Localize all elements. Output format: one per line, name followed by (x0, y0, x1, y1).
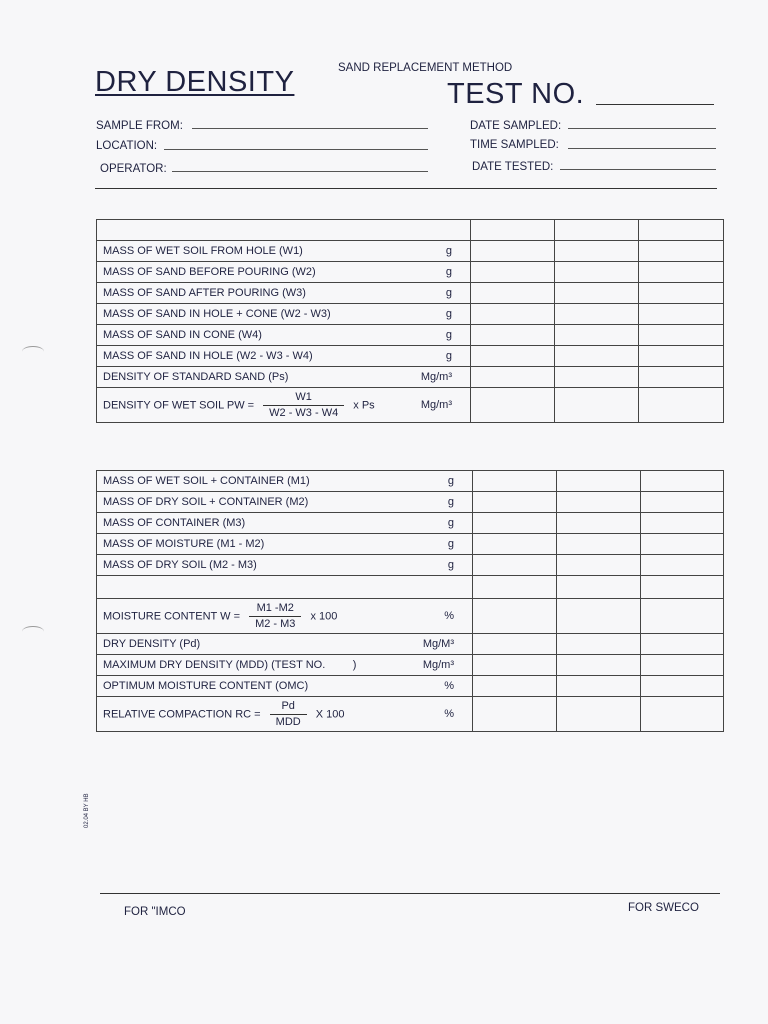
header-cell (97, 220, 471, 241)
row-unit: g (407, 283, 471, 304)
sample-from-label: SAMPLE FROM: (96, 120, 183, 132)
row-unit: Mg/m³ (407, 367, 471, 388)
value-cell[interactable] (471, 325, 555, 346)
row-label: DENSITY OF STANDARD SAND (Ps) (97, 367, 407, 388)
compaction-formula (97, 697, 407, 732)
value-cell[interactable] (473, 513, 557, 534)
value-cell[interactable] (639, 220, 724, 241)
row-unit: g (407, 346, 471, 367)
header-rule (95, 188, 717, 189)
table-row (97, 513, 724, 534)
table-row (97, 676, 724, 697)
value-cell[interactable] (555, 388, 639, 423)
table-row (97, 220, 724, 241)
value-cell[interactable] (557, 599, 641, 634)
formula-numerator: M1 -M2 (249, 601, 301, 617)
punch-hole-mark (22, 626, 44, 637)
value-cell[interactable] (557, 634, 641, 655)
table-row (97, 634, 724, 655)
signature-left-label: FOR "IMCO (124, 906, 186, 918)
value-cell[interactable] (557, 534, 641, 555)
test-no-label: TEST NO. (447, 78, 585, 110)
row-unit: g (407, 325, 471, 346)
date-tested-label: DATE TESTED: (472, 161, 554, 173)
table-row (97, 325, 724, 346)
formula-fraction (270, 699, 307, 730)
value-cell[interactable] (555, 241, 639, 262)
row-label: MASS OF SAND AFTER POURING (W3) (97, 283, 407, 304)
value-cell[interactable] (555, 262, 639, 283)
row-unit: g (407, 534, 473, 555)
moisture-formula (97, 599, 407, 634)
row-label: MASS OF WET SOIL + CONTAINER (M1) (97, 471, 407, 492)
value-cell[interactable] (641, 534, 724, 555)
value-cell[interactable] (641, 555, 724, 576)
value-cell[interactable] (473, 655, 557, 676)
formula-suffix: x Ps (353, 398, 375, 411)
value-cell[interactable] (555, 325, 639, 346)
formula-fraction (249, 601, 301, 632)
value-cell[interactable] (555, 283, 639, 304)
value-cell[interactable] (471, 304, 555, 325)
value-cell[interactable] (555, 304, 639, 325)
row-unit: g (407, 241, 471, 262)
row-label: OPTIMUM MOISTURE CONTENT (OMC) (97, 676, 407, 697)
table-row (97, 492, 724, 513)
row-label: MAXIMUM DRY DENSITY (MDD) (TEST NO. ) (97, 655, 407, 676)
row-unit: % (407, 599, 473, 634)
row-label: DRY DENSITY (Pd) (97, 634, 407, 655)
value-cell[interactable] (555, 220, 639, 241)
row-unit: % (407, 676, 473, 697)
date-tested-field[interactable] (560, 169, 716, 170)
formula-suffix: X 100 (315, 707, 345, 720)
value-cell[interactable] (557, 697, 641, 732)
value-cell[interactable] (641, 513, 724, 534)
value-cell[interactable] (641, 655, 724, 676)
value-cell[interactable] (639, 367, 724, 388)
test-no-field[interactable] (596, 104, 714, 105)
row-unit: g (407, 471, 473, 492)
value-cell[interactable] (557, 513, 641, 534)
operator-label: OPERATOR: (100, 163, 167, 175)
row-label: MASS OF SAND IN HOLE (W2 - W3 - W4) (97, 346, 407, 367)
value-cell[interactable] (639, 325, 724, 346)
signature-right-label: FOR SWECO (628, 902, 699, 914)
moisture-table (96, 470, 724, 732)
value-cell[interactable] (555, 367, 639, 388)
row-label: MASS OF WET SOIL FROM HOLE (W1) (97, 241, 407, 262)
value-cell[interactable] (473, 471, 557, 492)
sand-table (96, 219, 724, 423)
punch-hole-mark (22, 346, 44, 357)
formula-denominator: MDD (275, 715, 301, 728)
value-cell[interactable] (471, 367, 555, 388)
value-cell[interactable] (473, 492, 557, 513)
signature-line (100, 893, 720, 894)
value-cell[interactable] (639, 262, 724, 283)
value-cell[interactable] (639, 304, 724, 325)
row-unit: g (407, 304, 471, 325)
date-sampled-field[interactable] (568, 128, 716, 129)
row-unit: Mg/m³ (407, 655, 473, 676)
table-row (97, 655, 724, 676)
print-code: 02.04 BY HB (84, 793, 90, 828)
value-cell[interactable] (557, 676, 641, 697)
table-row (97, 534, 724, 555)
form-title: DRY DENSITY (95, 66, 295, 98)
value-cell[interactable] (473, 555, 557, 576)
value-cell[interactable] (641, 599, 724, 634)
value-cell[interactable] (557, 576, 641, 599)
value-cell[interactable] (639, 283, 724, 304)
row-label: MASS OF DRY SOIL + CONTAINER (M2) (97, 492, 407, 513)
value-cell[interactable] (473, 697, 557, 732)
formula-row (97, 599, 724, 634)
table-row (97, 283, 724, 304)
form-subtitle: SAND REPLACEMENT METHOD (338, 62, 513, 74)
formula-row (97, 388, 724, 423)
value-cell[interactable] (471, 283, 555, 304)
location-label: LOCATION: (96, 140, 158, 152)
value-cell[interactable] (641, 634, 724, 655)
formula-numerator: Pd (270, 699, 307, 715)
formula-row (97, 697, 724, 732)
value-cell[interactable] (471, 388, 555, 423)
value-cell[interactable] (473, 676, 557, 697)
row-label: MASS OF MOISTURE (M1 - M2) (97, 534, 407, 555)
table-row (97, 367, 724, 388)
value-cell[interactable] (473, 534, 557, 555)
row-unit: % (407, 697, 473, 732)
table-row (97, 304, 724, 325)
row-label: MASS OF DRY SOIL (M2 - M3) (97, 555, 407, 576)
table-row (97, 471, 724, 492)
operator-field[interactable] (172, 171, 428, 172)
row-label: MASS OF SAND BEFORE POURING (W2) (97, 262, 407, 283)
row-unit: Mg/M³ (407, 634, 473, 655)
formula-prefix: DENSITY OF WET SOIL PW = (103, 398, 255, 411)
value-cell[interactable] (473, 576, 557, 599)
value-cell[interactable] (639, 346, 724, 367)
formula-fraction (263, 390, 344, 421)
value-cell[interactable] (641, 492, 724, 513)
value-cell[interactable] (557, 471, 641, 492)
table-row (97, 555, 724, 576)
row-unit: g (407, 513, 473, 534)
row-label: MASS OF SAND IN CONE (W4) (97, 325, 407, 346)
table-row (97, 576, 724, 599)
value-cell[interactable] (641, 676, 724, 697)
value-cell[interactable] (471, 262, 555, 283)
formula-numerator: W1 (263, 390, 344, 406)
row-unit: Mg/m³ (407, 388, 471, 423)
time-sampled-label: TIME SAMPLED: (470, 139, 559, 151)
table-row (97, 241, 724, 262)
row-label: MASS OF CONTAINER (M3) (97, 513, 407, 534)
formula-suffix: x 100 (310, 609, 338, 622)
value-cell[interactable] (471, 346, 555, 367)
row-unit: g (407, 262, 471, 283)
time-sampled-field[interactable] (568, 148, 716, 149)
value-cell[interactable] (555, 346, 639, 367)
value-cell[interactable] (473, 634, 557, 655)
value-cell[interactable] (641, 471, 724, 492)
date-sampled-label: DATE SAMPLED: (470, 120, 562, 132)
row-unit: g (407, 492, 473, 513)
value-cell[interactable] (473, 599, 557, 634)
value-cell[interactable] (639, 388, 724, 423)
sample-from-field[interactable] (192, 128, 428, 129)
formula-denominator: M2 - M3 (255, 617, 296, 630)
spacer-cell (97, 576, 473, 599)
table-row (97, 262, 724, 283)
value-cell[interactable] (641, 697, 724, 732)
formula-prefix: RELATIVE COMPACTION RC = (103, 707, 261, 720)
location-field[interactable] (164, 149, 428, 150)
row-unit: g (407, 555, 473, 576)
row-label: MASS OF SAND IN HOLE + CONE (W2 - W3) (97, 304, 407, 325)
value-cell[interactable] (639, 241, 724, 262)
table-row (97, 346, 724, 367)
value-cell[interactable] (471, 241, 555, 262)
value-cell[interactable] (641, 576, 724, 599)
value-cell[interactable] (557, 655, 641, 676)
value-cell[interactable] (471, 220, 555, 241)
value-cell[interactable] (557, 492, 641, 513)
formula-prefix: MOISTURE CONTENT W = (103, 609, 240, 622)
formula-denominator: W2 - W3 - W4 (269, 406, 339, 419)
value-cell[interactable] (557, 555, 641, 576)
formula-label (97, 388, 407, 423)
